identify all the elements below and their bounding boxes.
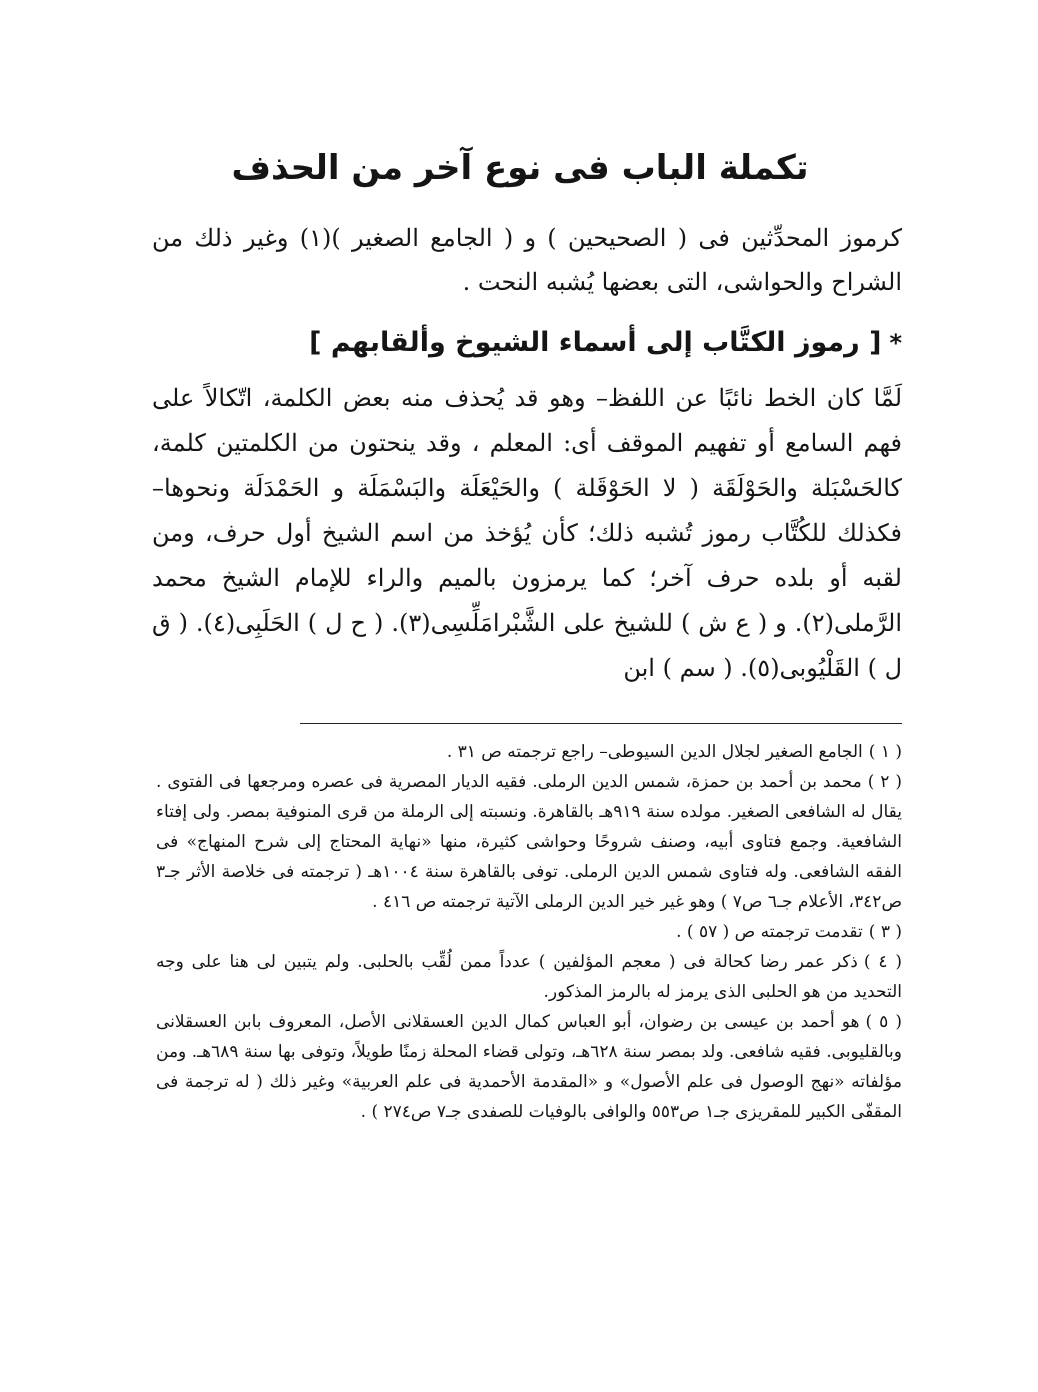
section-heading-text: [ رموز الكتَّاب إلى أسماء الشيوخ وألقابهم ] [309, 327, 882, 358]
footnote-text: هو أحمد بن عيسى بن رضوان، أبو العباس كمال الدين العسقلانى الأصل، المعروف بابن العسقلانى وبالقليوبى. فقيه شافعى. ولد بمصر سنة ٦٢٨هـ، وتولى قضاء المحلة زمنًا طويلاً، وتوفى بها سنة ٦٨٩هـ. ومن مؤلفاته «نهج الوصول فى علم الأصول» و «المقدمة الأحمدية فى علم العربية» وغير ذلك ( له ترجمة فى المقفّى الكبير للمقريزى جـ١ ص٥٥٣ والوافى بالوفيات للصفدى جـ٧ ص٢٧٤ ) . [156, 1012, 902, 1122]
footnote-number: ( ٢ ) [867, 772, 902, 792]
footnote-number: ( ٤ ) [863, 952, 902, 972]
page-title: تكملة الباب فى نوع آخر من الحذف [231, 148, 809, 188]
footnote-5 [156, 1007, 904, 1127]
footnote-text: محمد بن أحمد بن حمزة، شمس الدين الرملى. فقيه الديار المصرية فى عصره ومرجعها فى الفتوى . يقال له الشافعى الصغير. مولده سنة ٩١٩هـ بالقاهرة. ونسبته إلى الرملة من قرى المنوفية بمصر. ولى إفتاء الشافعية. وجمع فتاوى أبيه، وصنف شروحًا وحواشى كثيرة، منها «نهاية المحتاج إلى شرح المنهاج» فى الفقه الشافعى. وله فتاوى شمس الدين الرملى. توفى بالقاهرة سنة ١٠٠٤هـ ( ترجمته فى خلاصة الأثر جـ٣ ص٣٤٢، الأعلام جـ٦ ص٧ ) وهو غير خير الدين الرملى الآتية ترجمته ص ٤١٦ . [156, 772, 902, 912]
footnote-number: ( ١ ) [868, 742, 902, 762]
asterisk-marker: * [889, 329, 902, 357]
footnote-1 [156, 737, 904, 767]
main-paragraph: لَمَّا كان الخط نائبًا عن اللفظ– وهو قد يُحذف منه بعض الكلمة، اتّكالاً على فهم السامع أو تفهيم الموقف أى: المعلم ، وقد ينحتون من الكلمتين كلمة، كالحَسْبَلة والحَوْلَقَة ( لا الحَوْقَلة ) والحَيْعَلَة والبَسْمَلَة و الحَمْدَلَة ونحوها– فكذلك للكُتَّاب رموز تُشبه ذلك؛ كأن يُؤخذ من اسم الشيخ أول حرف، ومن لقبه أو بلده حرف آخر؛ كما يرمزون بالميم والراء للإمام الشيخ محمد الرَّملى(٢). و ( ع ش ) للشيخ على الشَّبْرامَلِّسِى(٣). ( ح ل ) الحَلَبِى(٤). ( ق ل ) القَلْيُوبى(٥). ( سم ) ابن [152, 384, 903, 682]
footnote-divider [300, 723, 902, 724]
footnote-4 [156, 947, 904, 1007]
section-heading [152, 318, 902, 368]
intro-paragraph: كرموز المحدِّثين فى ( الصحيحين ) و ( الجامع الصغير )(١) وغير ذلك من الشراح والحواشى، التى بعضها يُشبه النحت . [152, 224, 902, 296]
footnote-2 [156, 767, 904, 917]
footnote-number: ( ٥ ) [865, 1012, 902, 1032]
footnote-text: ذكر عمر رضا كحالة فى ( معجم المؤلفين ) عدداً ممن لُقِّب بالحلبى. ولم يتبين لى هنا على وجه التحديد من هو الحلبى الذى يرمز له بالرمز المذكور. [156, 952, 902, 1002]
footnote-3 [156, 917, 904, 947]
footnote-text: الجامع الصغير لجلال الدين السيوطى– راجع ترجمته ص ٣١ . [446, 742, 863, 762]
footnote-text: تقدمت ترجمته ص ( ٥٧ ) . [676, 922, 863, 942]
footnote-number: ( ٣ ) [868, 922, 902, 942]
footnotes-list [156, 737, 904, 1127]
